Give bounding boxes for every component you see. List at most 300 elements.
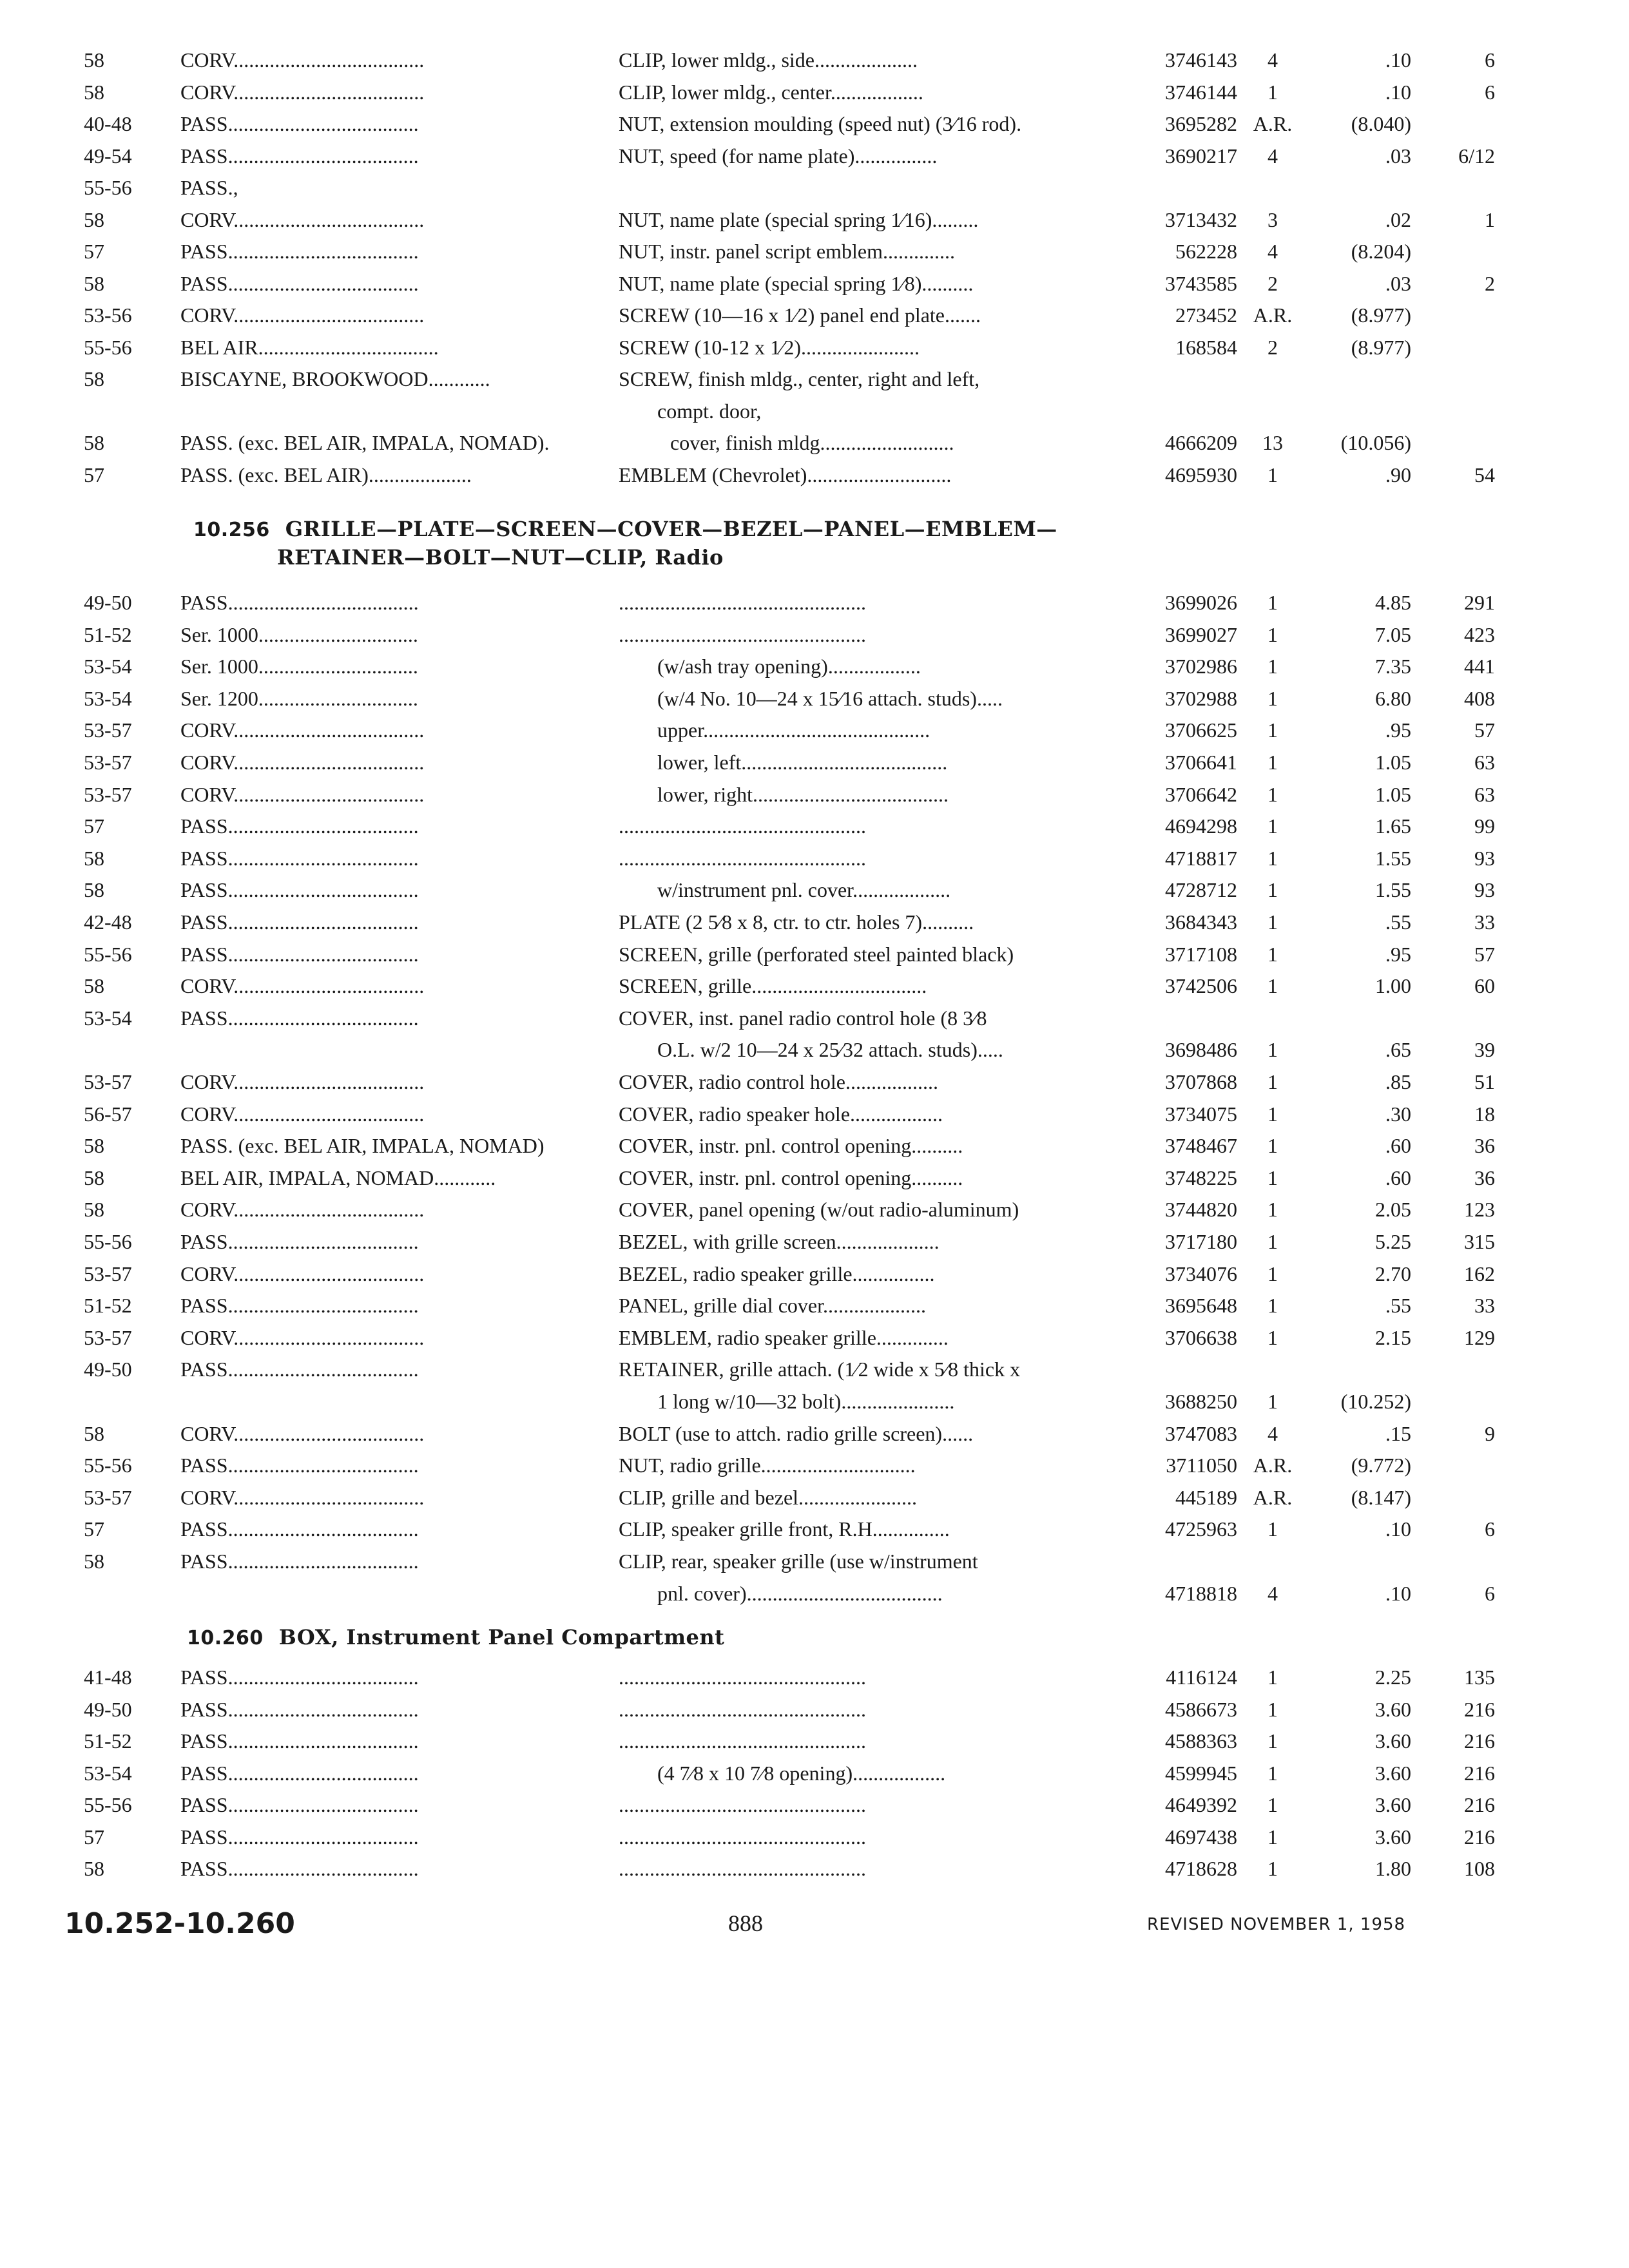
price-or-group: 3.60 — [1375, 1761, 1411, 1785]
table-row — [0, 1757, 1629, 1789]
part-description: ................................................ — [619, 814, 866, 838]
table-row — [0, 1258, 1629, 1290]
model-year: 57 — [84, 240, 104, 263]
model-year: 53-54 — [84, 655, 132, 678]
part-description: CLIP, lower mldg., side.................... — [619, 48, 918, 72]
model-name: PASS..................................... — [180, 1793, 419, 1816]
table-row — [0, 1321, 1629, 1354]
quantity: 4 — [1268, 1581, 1278, 1605]
model-year: 58 — [84, 1857, 104, 1880]
table-row — [0, 1353, 1629, 1385]
model-name: CORV..................................... — [180, 782, 425, 806]
table-row — [0, 76, 1629, 108]
model-year: 58 — [84, 846, 104, 870]
price-or-group: 1.05 — [1375, 751, 1411, 774]
model-year: 58 — [84, 878, 104, 902]
part-number: 3734076 — [1165, 1262, 1237, 1285]
model-year: 58 — [84, 431, 104, 454]
part-number: 3734075 — [1165, 1102, 1237, 1126]
model-year: 55-56 — [84, 335, 132, 359]
weight: 36 — [1474, 1134, 1495, 1158]
part-description: ................................................ — [619, 846, 866, 870]
part-description: NUT, extension moulding (speed nut) (3⁄16 rod). — [619, 112, 1022, 135]
table-row — [0, 1418, 1629, 1450]
price-or-group: 3.60 — [1375, 1697, 1411, 1721]
table-row — [0, 1481, 1629, 1514]
weight: 39 — [1474, 1038, 1495, 1062]
part-number: 3699027 — [1165, 622, 1237, 646]
weight: 135 — [1464, 1666, 1495, 1689]
quantity: 1 — [1268, 751, 1278, 774]
part-description: lower, left........................................ — [657, 751, 948, 774]
part-description: COVER, instr. pnl. control opening.......... — [619, 1134, 963, 1158]
model-name: PASS., — [180, 176, 238, 199]
price-or-group: 1.00 — [1375, 974, 1411, 998]
quantity: 1 — [1268, 1390, 1278, 1413]
table-row — [0, 108, 1629, 140]
model-name: CORV..................................... — [180, 1262, 425, 1285]
price-or-group: (8.147) — [1351, 1485, 1411, 1509]
part-description: NUT, speed (for name plate)................ — [619, 144, 938, 168]
table-row — [0, 459, 1629, 491]
model-year: 53-57 — [84, 751, 132, 774]
part-number: 4728712 — [1165, 878, 1237, 902]
model-name: PASS..................................... — [180, 1729, 419, 1753]
price-or-group: (10.056) — [1340, 431, 1411, 454]
part-description: ................................................ — [619, 1857, 866, 1880]
model-year: 53-57 — [84, 1325, 132, 1349]
part-description: SCREW (10—16 x 1⁄2) panel end plate....... — [619, 303, 981, 327]
model-name: CORV..................................... — [180, 80, 425, 104]
table-row — [0, 204, 1629, 236]
model-year: 55-56 — [84, 1454, 132, 1477]
table-row — [0, 44, 1629, 76]
part-description: ................................................ — [619, 591, 866, 614]
price-or-group: .10 — [1385, 1581, 1411, 1605]
part-description: CLIP, grille and bezel....................... — [619, 1485, 918, 1509]
price-or-group: 4.85 — [1375, 591, 1411, 614]
quantity: A.R. — [1253, 112, 1293, 135]
price-or-group: 2.15 — [1375, 1325, 1411, 1349]
model-name: PASS..................................... — [180, 846, 419, 870]
quantity: 4 — [1268, 144, 1278, 168]
part-description: EMBLEM (Chevrolet)............................ — [619, 463, 952, 486]
weight: 93 — [1474, 846, 1495, 870]
part-number: 4697438 — [1165, 1825, 1237, 1849]
part-number: 3746143 — [1165, 48, 1237, 72]
quantity: 4 — [1268, 240, 1278, 263]
model-name: PASS..................................... — [180, 1666, 419, 1689]
model-name: BISCAYNE, BROOKWOOD............ — [180, 367, 490, 390]
model-name: Ser. 1200............................... — [180, 686, 418, 710]
model-name: PASS..................................... — [180, 1358, 419, 1381]
table-row — [0, 1066, 1629, 1098]
table-row — [0, 1002, 1629, 1034]
price-or-group: .30 — [1385, 1102, 1411, 1126]
quantity: 1 — [1268, 718, 1278, 742]
part-description: RETAINER, grille attach. (1⁄2 wide x 5⁄8 thick x — [619, 1358, 1021, 1381]
part-number: 3690217 — [1165, 144, 1237, 168]
part-number: 3688250 — [1165, 1390, 1237, 1413]
part-number: 3702986 — [1165, 655, 1237, 678]
model-name: PASS..................................... — [180, 814, 419, 838]
weight: 63 — [1474, 751, 1495, 774]
model-year: 58 — [84, 1166, 104, 1189]
section-range: 10.252-10.260 — [64, 1907, 295, 1940]
quantity: 1 — [1268, 782, 1278, 806]
table-row — [0, 970, 1629, 1002]
model-year: 53-54 — [84, 1761, 132, 1785]
table-row — [0, 682, 1629, 715]
part-number: 3742506 — [1165, 974, 1237, 998]
part-number: 3713432 — [1165, 207, 1237, 231]
weight: 51 — [1474, 1070, 1495, 1093]
model-name: CORV..................................... — [180, 718, 425, 742]
part-description: NUT, instr. panel script emblem.............. — [619, 240, 955, 263]
part-number: 3702988 — [1165, 686, 1237, 710]
table-row — [0, 1693, 1629, 1725]
weight: 108 — [1464, 1857, 1495, 1880]
model-name: PASS..................................... — [180, 1550, 419, 1573]
part-description: ................................................ — [619, 1825, 866, 1849]
model-year: 53-57 — [84, 1262, 132, 1285]
weight: 216 — [1464, 1825, 1495, 1849]
quantity: 1 — [1268, 1198, 1278, 1222]
model-year: 58 — [84, 1134, 104, 1158]
quantity: 1 — [1268, 974, 1278, 998]
model-year: 55-56 — [84, 942, 132, 966]
model-name: PASS..................................... — [180, 1230, 419, 1253]
part-number: 3717108 — [1165, 942, 1237, 966]
model-year: 49-54 — [84, 144, 132, 168]
price-or-group: .10 — [1385, 1517, 1411, 1541]
weight: 33 — [1474, 1294, 1495, 1318]
weight: 54 — [1474, 463, 1495, 486]
model-year: 58 — [84, 207, 104, 231]
model-name: PASS. (exc. BEL AIR).................... — [180, 463, 472, 486]
table-row — [0, 650, 1629, 682]
price-or-group: .85 — [1385, 1070, 1411, 1093]
price-or-group: 5.25 — [1375, 1230, 1411, 1253]
quantity: 1 — [1268, 1070, 1278, 1093]
model-year: 53-57 — [84, 782, 132, 806]
model-name: BEL AIR, IMPALA, NOMAD............ — [180, 1166, 496, 1189]
table-row — [0, 1545, 1629, 1577]
price-or-group: 3.60 — [1375, 1825, 1411, 1849]
part-number: 3706642 — [1165, 782, 1237, 806]
part-description: ................................................ — [619, 1666, 866, 1689]
model-name: PASS..................................... — [180, 1761, 419, 1785]
table-row — [0, 619, 1629, 651]
price-or-group: 2.05 — [1375, 1198, 1411, 1222]
price-or-group: 1.55 — [1375, 846, 1411, 870]
quantity: 1 — [1268, 846, 1278, 870]
part-number: 168584 — [1175, 335, 1237, 359]
quantity: 1 — [1268, 1102, 1278, 1126]
model-name: PASS..................................... — [180, 271, 419, 295]
price-or-group: (8.977) — [1351, 335, 1411, 359]
quantity: 1 — [1268, 1666, 1278, 1689]
table-row — [0, 1385, 1629, 1418]
price-or-group: 1.65 — [1375, 814, 1411, 838]
weight: 57 — [1474, 942, 1495, 966]
model-name: PASS..................................... — [180, 1454, 419, 1477]
table-row — [0, 842, 1629, 874]
table-row — [0, 1577, 1629, 1610]
weight: 291 — [1464, 591, 1495, 614]
weight: 408 — [1464, 686, 1495, 710]
model-name: Ser. 1000............................... — [180, 622, 418, 646]
price-or-group: .95 — [1385, 942, 1411, 966]
part-number: 445189 — [1175, 1485, 1237, 1509]
part-description: PANEL, grille dial cover.................... — [619, 1294, 926, 1318]
price-or-group: .03 — [1385, 144, 1411, 168]
part-description: upper............................................ — [657, 718, 930, 742]
weight: 63 — [1474, 782, 1495, 806]
model-year: 58 — [84, 48, 104, 72]
model-year: 58 — [84, 1421, 104, 1445]
part-description: lower, right...................................... — [657, 782, 949, 806]
weight: 6 — [1485, 1581, 1495, 1605]
table-row — [0, 395, 1629, 427]
part-description: O.L. w/2 10—24 x 25⁄32 attach. studs)..... — [657, 1038, 1003, 1062]
quantity: 1 — [1268, 1262, 1278, 1285]
part-description: COVER, radio speaker hole.................. — [619, 1102, 943, 1126]
model-name: PASS..................................... — [180, 910, 419, 934]
part-number: 4666209 — [1165, 431, 1237, 454]
price-or-group: 1.55 — [1375, 878, 1411, 902]
price-or-group: 2.70 — [1375, 1262, 1411, 1285]
weight: 315 — [1464, 1230, 1495, 1253]
quantity: 1 — [1268, 622, 1278, 646]
model-name: PASS. (exc. BEL AIR, IMPALA, NOMAD) — [180, 1134, 545, 1158]
price-or-group: 1.80 — [1375, 1857, 1411, 1880]
section-heading-10-256 — [193, 515, 1353, 571]
model-year: 55-56 — [84, 1793, 132, 1816]
model-year: 53-54 — [84, 1006, 132, 1030]
part-description: COVER, panel opening (w/out radio-aluminum) — [619, 1198, 1019, 1222]
quantity: 1 — [1268, 1761, 1278, 1785]
part-number: 273452 — [1175, 303, 1237, 327]
price-or-group: 7.05 — [1375, 622, 1411, 646]
part-number: 3707868 — [1165, 1070, 1237, 1093]
model-name: PASS..................................... — [180, 112, 419, 135]
model-year: 51-52 — [84, 1294, 132, 1318]
part-description: compt. door, — [657, 399, 762, 423]
price-or-group: .60 — [1385, 1134, 1411, 1158]
quantity: 1 — [1268, 910, 1278, 934]
weight: 6 — [1485, 80, 1495, 104]
price-or-group: .02 — [1385, 207, 1411, 231]
table-row — [0, 363, 1629, 395]
part-number: 3695648 — [1165, 1294, 1237, 1318]
quantity: 1 — [1268, 686, 1278, 710]
model-name: CORV..................................... — [180, 1102, 425, 1126]
quantity: 1 — [1268, 80, 1278, 104]
part-number: 4718628 — [1165, 1857, 1237, 1880]
weight: 33 — [1474, 910, 1495, 934]
model-year: 51-52 — [84, 622, 132, 646]
model-year: 57 — [84, 1825, 104, 1849]
table-row — [0, 714, 1629, 746]
model-name: PASS..................................... — [180, 1006, 419, 1030]
quantity: 1 — [1268, 1038, 1278, 1062]
model-name: CORV..................................... — [180, 1198, 425, 1222]
quantity: 1 — [1268, 1517, 1278, 1541]
weight: 216 — [1464, 1761, 1495, 1785]
part-description: (w/ash tray opening).................. — [657, 655, 921, 678]
part-description: pnl. cover)...................................... — [657, 1581, 943, 1605]
part-number: 4588363 — [1165, 1729, 1237, 1753]
table-row — [0, 1193, 1629, 1225]
part-number: 3698486 — [1165, 1038, 1237, 1062]
table-row — [0, 746, 1629, 778]
price-or-group: .55 — [1385, 1294, 1411, 1318]
part-description: EMBLEM, radio speaker grille.............. — [619, 1325, 949, 1349]
price-or-group: .10 — [1385, 48, 1411, 72]
model-year: 58 — [84, 80, 104, 104]
part-description: ................................................ — [619, 1729, 866, 1753]
model-year: 42-48 — [84, 910, 132, 934]
table-row — [0, 1033, 1629, 1066]
model-name: PASS..................................... — [180, 1697, 419, 1721]
model-year: 55-56 — [84, 176, 132, 199]
model-name: CORV..................................... — [180, 207, 425, 231]
model-year: 53-57 — [84, 1485, 132, 1509]
part-description: COVER, radio control hole.................. — [619, 1070, 938, 1093]
weight: 1 — [1485, 207, 1495, 231]
table-row — [0, 810, 1629, 842]
quantity: 1 — [1268, 878, 1278, 902]
quantity: 1 — [1268, 1825, 1278, 1849]
model-year: 57 — [84, 463, 104, 486]
table-row — [0, 1789, 1629, 1821]
part-description: ................................................ — [619, 1697, 866, 1721]
model-year: 58 — [84, 271, 104, 295]
table-row — [0, 1725, 1629, 1757]
weight: 6 — [1485, 1517, 1495, 1541]
price-or-group: 3.60 — [1375, 1729, 1411, 1753]
section-heading-10-260 — [187, 1624, 1347, 1652]
table-row — [0, 1852, 1629, 1885]
price-or-group: 1.05 — [1375, 782, 1411, 806]
weight: 9 — [1485, 1421, 1495, 1445]
part-number: 3706625 — [1165, 718, 1237, 742]
part-description: cover, finish mldg.......................... — [670, 431, 954, 454]
model-name: Ser. 1000............................... — [180, 655, 418, 678]
part-description: COVER, instr. pnl. control opening.......... — [619, 1166, 963, 1189]
part-number: 562228 — [1175, 240, 1237, 263]
weight: 216 — [1464, 1729, 1495, 1753]
weight: 423 — [1464, 622, 1495, 646]
weight: 6 — [1485, 48, 1495, 72]
table-row — [0, 1098, 1629, 1130]
part-number: 3747083 — [1165, 1421, 1237, 1445]
price-or-group: (10.252) — [1340, 1390, 1411, 1413]
model-name: PASS..................................... — [180, 591, 419, 614]
part-description: SCREW, finish mldg., center, right and left, — [619, 367, 980, 390]
quantity: 1 — [1268, 1294, 1278, 1318]
part-number: 4694298 — [1165, 814, 1237, 838]
model-name: CORV..................................... — [180, 1485, 425, 1509]
part-number: 4586673 — [1165, 1697, 1237, 1721]
price-or-group: .65 — [1385, 1038, 1411, 1062]
quantity: A.R. — [1253, 1454, 1293, 1477]
price-or-group: .95 — [1385, 718, 1411, 742]
section-number: 10.256 — [193, 519, 270, 541]
quantity: 1 — [1268, 655, 1278, 678]
part-description: NUT, name plate (special spring 1⁄8).......... — [619, 271, 974, 295]
quantity: 4 — [1268, 1421, 1278, 1445]
weight: 2 — [1485, 271, 1495, 295]
model-year: 51-52 — [84, 1729, 132, 1753]
quantity: 1 — [1268, 591, 1278, 614]
price-or-group: 6.80 — [1375, 686, 1411, 710]
part-number: 3699026 — [1165, 591, 1237, 614]
model-name: CORV..................................... — [180, 974, 425, 998]
part-description: SCREEN, grille (perforated steel painted black) — [619, 942, 1014, 966]
model-name: CORV..................................... — [180, 1070, 425, 1093]
weight: 216 — [1464, 1793, 1495, 1816]
part-number: 3743585 — [1165, 271, 1237, 295]
table-row — [0, 586, 1629, 619]
model-name: PASS..................................... — [180, 1825, 419, 1849]
part-number: 4649392 — [1165, 1793, 1237, 1816]
weight: 18 — [1474, 1102, 1495, 1126]
model-year: 53-57 — [84, 718, 132, 742]
model-name: PASS..................................... — [180, 1517, 419, 1541]
model-year: 53-54 — [84, 686, 132, 710]
weight: 93 — [1474, 878, 1495, 902]
quantity: A.R. — [1253, 1485, 1293, 1509]
weight: 441 — [1464, 655, 1495, 678]
part-description: CLIP, rear, speaker grille (use w/instrument — [619, 1550, 978, 1573]
model-year: 58 — [84, 367, 104, 390]
model-year: 57 — [84, 1517, 104, 1541]
part-description: PLATE (2 5⁄8 x 8, ctr. to ctr. holes 7).......... — [619, 910, 974, 934]
part-number: 3695282 — [1165, 112, 1237, 135]
table-row — [0, 1449, 1629, 1481]
part-description: BEZEL, radio speaker grille................ — [619, 1262, 935, 1285]
model-name: CORV..................................... — [180, 303, 425, 327]
table-row — [0, 171, 1629, 204]
quantity: 3 — [1268, 207, 1278, 231]
price-or-group: 7.35 — [1375, 655, 1411, 678]
section-number: 10.260 — [187, 1627, 264, 1649]
part-number: 4695930 — [1165, 463, 1237, 486]
table-row — [0, 427, 1629, 459]
part-number: 3744820 — [1165, 1198, 1237, 1222]
part-description: w/instrument pnl. cover................... — [657, 878, 951, 902]
model-year: 49-50 — [84, 1697, 132, 1721]
part-number: 3706641 — [1165, 751, 1237, 774]
table-row — [0, 906, 1629, 938]
part-description: 1 long w/10—32 bolt)...................... — [657, 1390, 955, 1413]
part-description: SCREEN, grille.................................. — [619, 974, 927, 998]
model-name: PASS..................................... — [180, 942, 419, 966]
model-name: PASS..................................... — [180, 1857, 419, 1880]
quantity: 1 — [1268, 1697, 1278, 1721]
revision-date: REVISED NOVEMBER 1, 1958 — [1147, 1915, 1406, 1934]
part-number: 4116124 — [1166, 1666, 1237, 1689]
model-name: CORV..................................... — [180, 48, 425, 72]
part-description: CLIP, speaker grille front, R.H............... — [619, 1517, 950, 1541]
price-or-group: 2.25 — [1375, 1666, 1411, 1689]
weight: 216 — [1464, 1697, 1495, 1721]
part-description: BEZEL, with grille screen.................... — [619, 1230, 940, 1253]
part-description: BOLT (use to attch. radio grille screen)...... — [619, 1421, 974, 1445]
quantity: 1 — [1268, 814, 1278, 838]
